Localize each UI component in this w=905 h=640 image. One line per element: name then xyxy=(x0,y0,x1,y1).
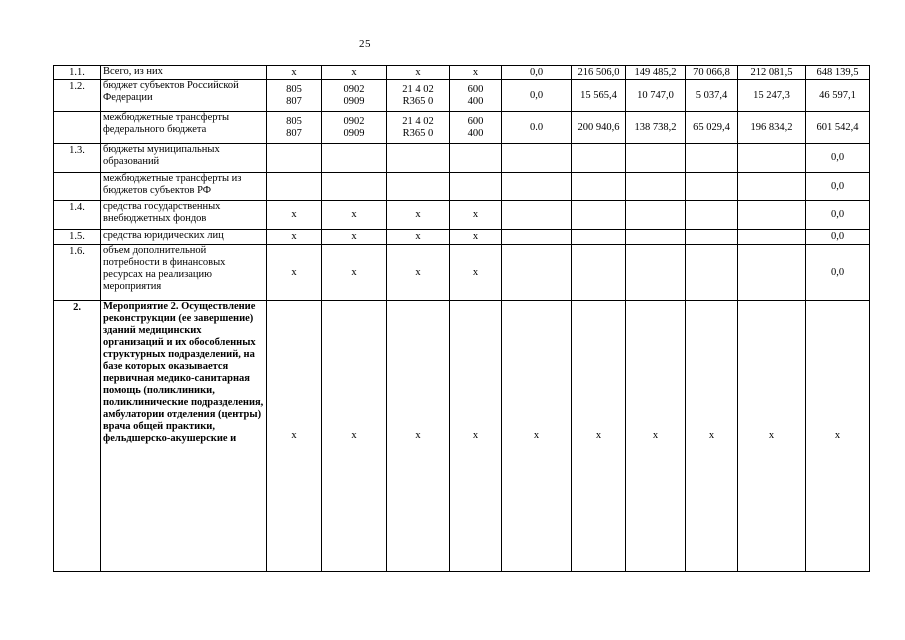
code-csr: х xyxy=(387,230,450,245)
table-row xyxy=(54,230,870,245)
code-csr: х xyxy=(387,66,450,80)
code-csr: х xyxy=(387,201,450,230)
code-grbs xyxy=(267,173,322,201)
value-cell-5 xyxy=(738,230,806,245)
table-row xyxy=(54,144,870,173)
value-cell-4 xyxy=(686,230,738,245)
value-cell-1: 0,0 xyxy=(502,66,572,80)
code-csr: 21 4 02 R365 0 xyxy=(387,112,450,144)
value-cell-3: 138 738,2 xyxy=(626,112,686,144)
value-cell-2: х xyxy=(572,301,626,572)
value-cell-3 xyxy=(626,144,686,173)
table-row xyxy=(54,301,870,572)
code-grbs: х xyxy=(267,245,322,301)
value-cell-6: х xyxy=(806,301,870,572)
code-rzpr: х xyxy=(322,245,387,301)
value-cell-2: 200 940,6 xyxy=(572,112,626,144)
code-vr: 600 400 xyxy=(450,80,502,112)
value-cell-3 xyxy=(626,201,686,230)
value-cell-6: 0,0 xyxy=(806,230,870,245)
code-vr xyxy=(450,173,502,201)
code-rzpr: 0902 0909 xyxy=(322,80,387,112)
value-cell-5 xyxy=(738,173,806,201)
code-csr: х xyxy=(387,245,450,301)
value-cell-3 xyxy=(626,173,686,201)
value-cell-2 xyxy=(572,201,626,230)
code-grbs: х xyxy=(267,230,322,245)
row-name: межбюджетные трансферты федерального бюджета xyxy=(101,112,267,144)
value-cell-5 xyxy=(738,144,806,173)
row-number: 1.2. xyxy=(54,80,101,112)
table-row xyxy=(54,80,870,112)
row-number: 2. xyxy=(54,301,101,572)
value-cell-6: 601 542,4 xyxy=(806,112,870,144)
value-cell-1: х xyxy=(502,301,572,572)
code-vr: х xyxy=(450,301,502,572)
value-cell-1 xyxy=(502,201,572,230)
value-cell-5 xyxy=(738,201,806,230)
value-cell-2 xyxy=(572,245,626,301)
code-rzpr: х xyxy=(322,201,387,230)
value-cell-4: 70 066,8 xyxy=(686,66,738,80)
value-cell-3: х xyxy=(626,301,686,572)
code-grbs xyxy=(267,144,322,173)
row-name: Всего, из них xyxy=(101,66,267,80)
value-cell-1 xyxy=(502,144,572,173)
table-row xyxy=(54,201,870,230)
table-row xyxy=(54,112,870,144)
code-csr: 21 4 02 R365 0 xyxy=(387,80,450,112)
value-cell-3: 149 485,2 xyxy=(626,66,686,80)
code-rzpr: 0902 0909 xyxy=(322,112,387,144)
row-name: объем дополнительной потребности в финансовых ресурсах на реализацию мероприятия xyxy=(101,245,267,301)
code-rzpr: х xyxy=(322,301,387,572)
value-cell-3 xyxy=(626,230,686,245)
row-number: 1.6. xyxy=(54,245,101,301)
page-number: 25 xyxy=(359,38,371,50)
value-cell-1: 0.0 xyxy=(502,112,572,144)
row-number: 1.5. xyxy=(54,230,101,245)
value-cell-6: 46 597,1 xyxy=(806,80,870,112)
value-cell-5 xyxy=(738,245,806,301)
value-cell-2 xyxy=(572,230,626,245)
value-cell-4 xyxy=(686,144,738,173)
table-row xyxy=(54,245,870,301)
budget-table xyxy=(53,65,870,572)
value-cell-5: 15 247,3 xyxy=(738,80,806,112)
row-number: 1.4. xyxy=(54,201,101,230)
row-number: 1.3. xyxy=(54,144,101,173)
code-vr: х xyxy=(450,230,502,245)
value-cell-2: 15 565,4 xyxy=(572,80,626,112)
code-vr: х xyxy=(450,245,502,301)
value-cell-2 xyxy=(572,173,626,201)
row-number: 1.1. xyxy=(54,66,101,80)
row-name: бюджет субъектов Российской Федерации xyxy=(101,80,267,112)
value-cell-5: 196 834,2 xyxy=(738,112,806,144)
code-csr xyxy=(387,173,450,201)
row-number xyxy=(54,112,101,144)
code-rzpr: х xyxy=(322,230,387,245)
value-cell-4: 5 037,4 xyxy=(686,80,738,112)
code-vr: х xyxy=(450,66,502,80)
value-cell-2: 216 506,0 xyxy=(572,66,626,80)
value-cell-4 xyxy=(686,245,738,301)
code-rzpr xyxy=(322,144,387,173)
value-cell-4 xyxy=(686,173,738,201)
value-cell-3: 10 747,0 xyxy=(626,80,686,112)
code-grbs: х xyxy=(267,66,322,80)
code-grbs: 805 807 xyxy=(267,80,322,112)
table-row xyxy=(54,66,870,80)
value-cell-3 xyxy=(626,245,686,301)
row-name: средства государственных внебюджетных фондов xyxy=(101,201,267,230)
value-cell-1 xyxy=(502,173,572,201)
value-cell-4: х xyxy=(686,301,738,572)
code-grbs: 805 807 xyxy=(267,112,322,144)
code-rzpr: х xyxy=(322,66,387,80)
code-vr: х xyxy=(450,201,502,230)
table-row xyxy=(54,173,870,201)
value-cell-1: 0,0 xyxy=(502,80,572,112)
row-name: бюджеты муниципальных образований xyxy=(101,144,267,173)
code-rzpr xyxy=(322,173,387,201)
value-cell-6: 0,0 xyxy=(806,173,870,201)
code-csr: х xyxy=(387,301,450,572)
code-grbs: х xyxy=(267,301,322,572)
value-cell-4: 65 029,4 xyxy=(686,112,738,144)
code-grbs: х xyxy=(267,201,322,230)
code-vr: 600 400 xyxy=(450,112,502,144)
value-cell-1 xyxy=(502,230,572,245)
code-vr xyxy=(450,144,502,173)
row-name: средства юридических лиц xyxy=(101,230,267,245)
value-cell-1 xyxy=(502,245,572,301)
value-cell-2 xyxy=(572,144,626,173)
row-number xyxy=(54,173,101,201)
row-name: Мероприятие 2. Осуществление реконструкции (ее завершение) зданий медицинских организаций и их обособленных структурных подразделений, на базе которых оказывается первичная медико-санитарная помощь (поликлиники, поликлинические подразделения, амбулатории отделения (центры) врача общей практики, фельдшерско-акушерские и xyxy=(101,301,267,572)
value-cell-6: 0,0 xyxy=(806,201,870,230)
value-cell-4 xyxy=(686,201,738,230)
value-cell-6: 648 139,5 xyxy=(806,66,870,80)
value-cell-6: 0,0 xyxy=(806,245,870,301)
value-cell-5: 212 081,5 xyxy=(738,66,806,80)
value-cell-6: 0,0 xyxy=(806,144,870,173)
code-csr xyxy=(387,144,450,173)
value-cell-5: х xyxy=(738,301,806,572)
row-name: межбюджетные трансферты из бюджетов субъектов РФ xyxy=(101,173,267,201)
